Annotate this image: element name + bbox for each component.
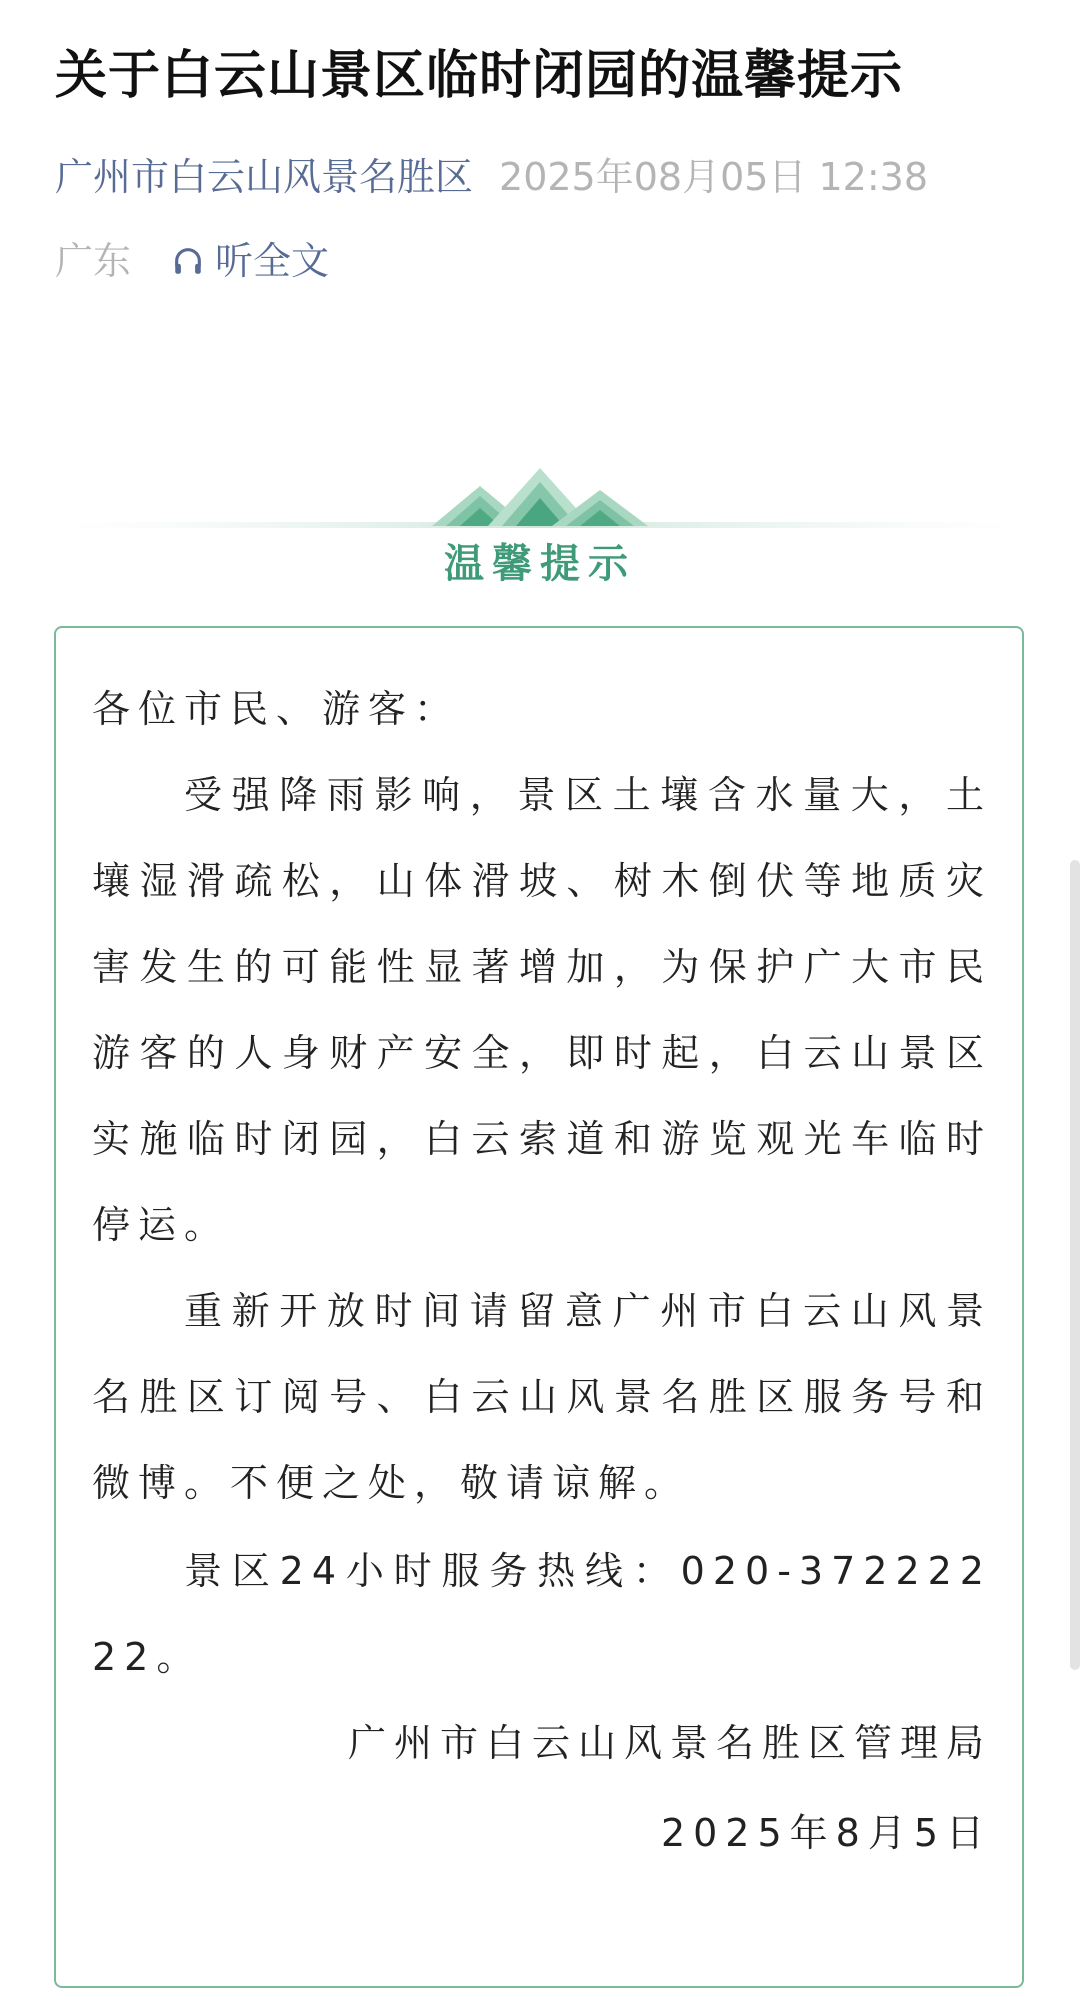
notice-banner bbox=[60, 460, 1020, 600]
notice-paragraph: 受强降雨影响，景区土壤含水量大，土壤湿滑疏松，山体滑坡、树木倒伏等地质灾害发生的可能性显著增加，为保护广大市民游客的人身财产安全，即时起，白云山景区实施临时闭园，白云索道和游览观光车临时停运。 bbox=[92, 773, 992, 1247]
publish-time: 2025年08月05日 12:38 bbox=[499, 155, 929, 199]
listen-label: 听全文 bbox=[215, 239, 330, 283]
scrollbar[interactable] bbox=[1070, 860, 1080, 1670]
notice-box bbox=[54, 626, 1024, 1988]
listen-full-text-button[interactable] bbox=[171, 236, 329, 286]
headphones-icon bbox=[171, 244, 205, 278]
article-meta-secondary bbox=[55, 236, 329, 286]
banner-title: 温馨提示 bbox=[444, 541, 636, 587]
article-meta bbox=[55, 152, 928, 202]
account-name-link[interactable]: 广州市白云山风景名胜区 bbox=[55, 155, 474, 199]
notice-signer: 广州市白云山风景名胜区管理局 bbox=[347, 1721, 992, 1765]
notice-greeting: 各位市民、游客： bbox=[92, 687, 461, 731]
article-title: 关于白云山景区临时闭园的温馨提示 bbox=[55, 46, 904, 106]
region-label: 广东 bbox=[55, 239, 132, 283]
notice-hotline: 景区24小时服务热线：020-37222222。 bbox=[92, 1549, 992, 1679]
mountains-icon bbox=[60, 460, 1020, 540]
notice-date: 2025年8月5日 bbox=[660, 1811, 992, 1855]
notice-paragraph: 重新开放时间请留意广州市白云山风景名胜区订阅号、白云山风景名胜区服务号和微博。不便之处，敬请谅解。 bbox=[92, 1289, 992, 1505]
